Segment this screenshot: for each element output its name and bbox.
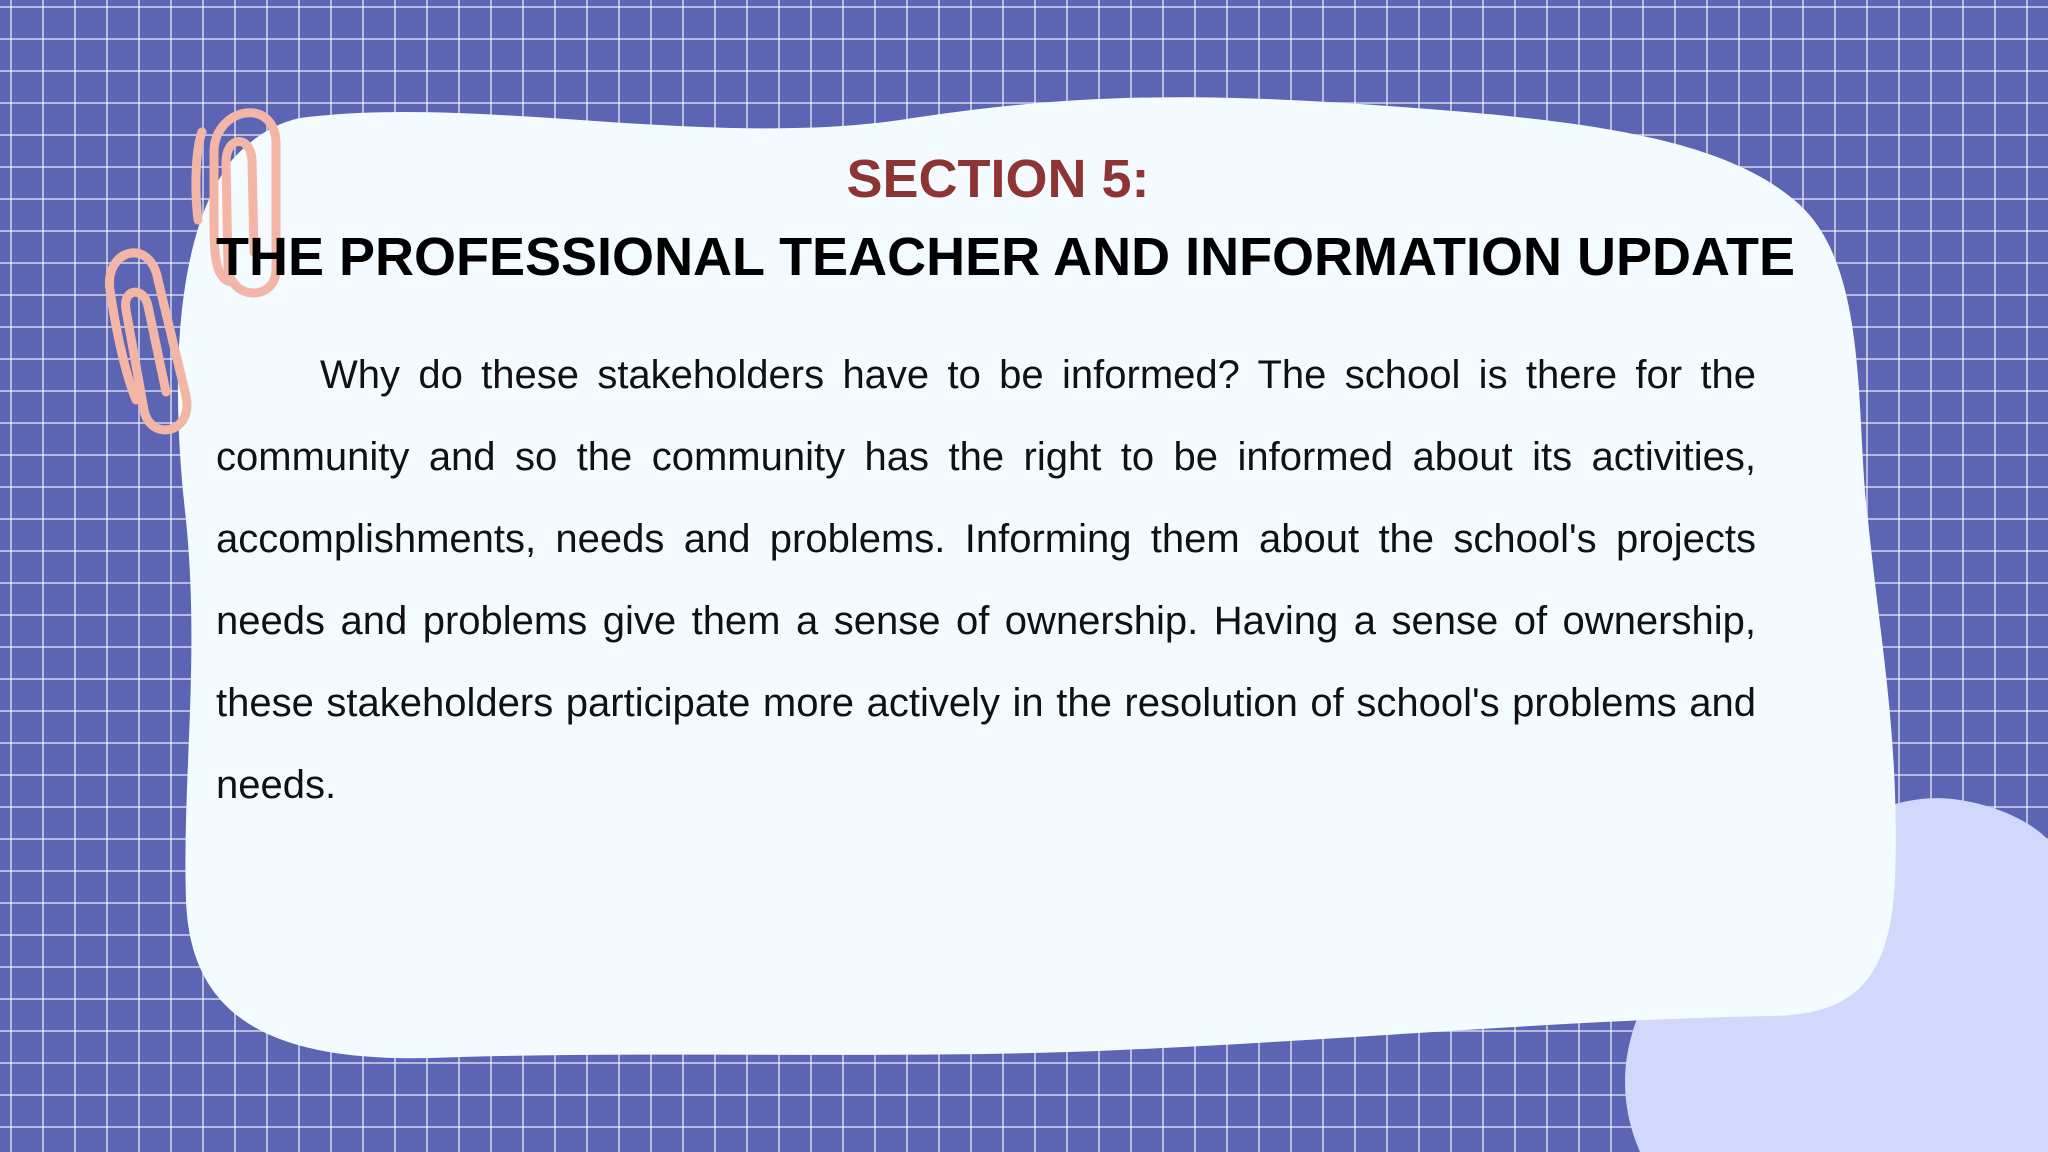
body-paragraph: Why do these stakeholders have to be informed? The school is there for the community and so the community has the right to be informed about its activities, accomplishments, needs and problems. Informing them about the school's projects needs and problems give them a sense of ownership. Having a sense of ownership, these stakeholders participate more actively in the resolution of school's problems and needs.	[216, 353, 1756, 807]
slide-title: THE PROFESSIONAL TEACHER AND INFORMATION UPDATE	[216, 227, 1796, 287]
section-label: SECTION 5:	[846, 149, 1150, 209]
slide-content	[216, 140, 1796, 826]
paperclip-icon	[109, 253, 187, 430]
